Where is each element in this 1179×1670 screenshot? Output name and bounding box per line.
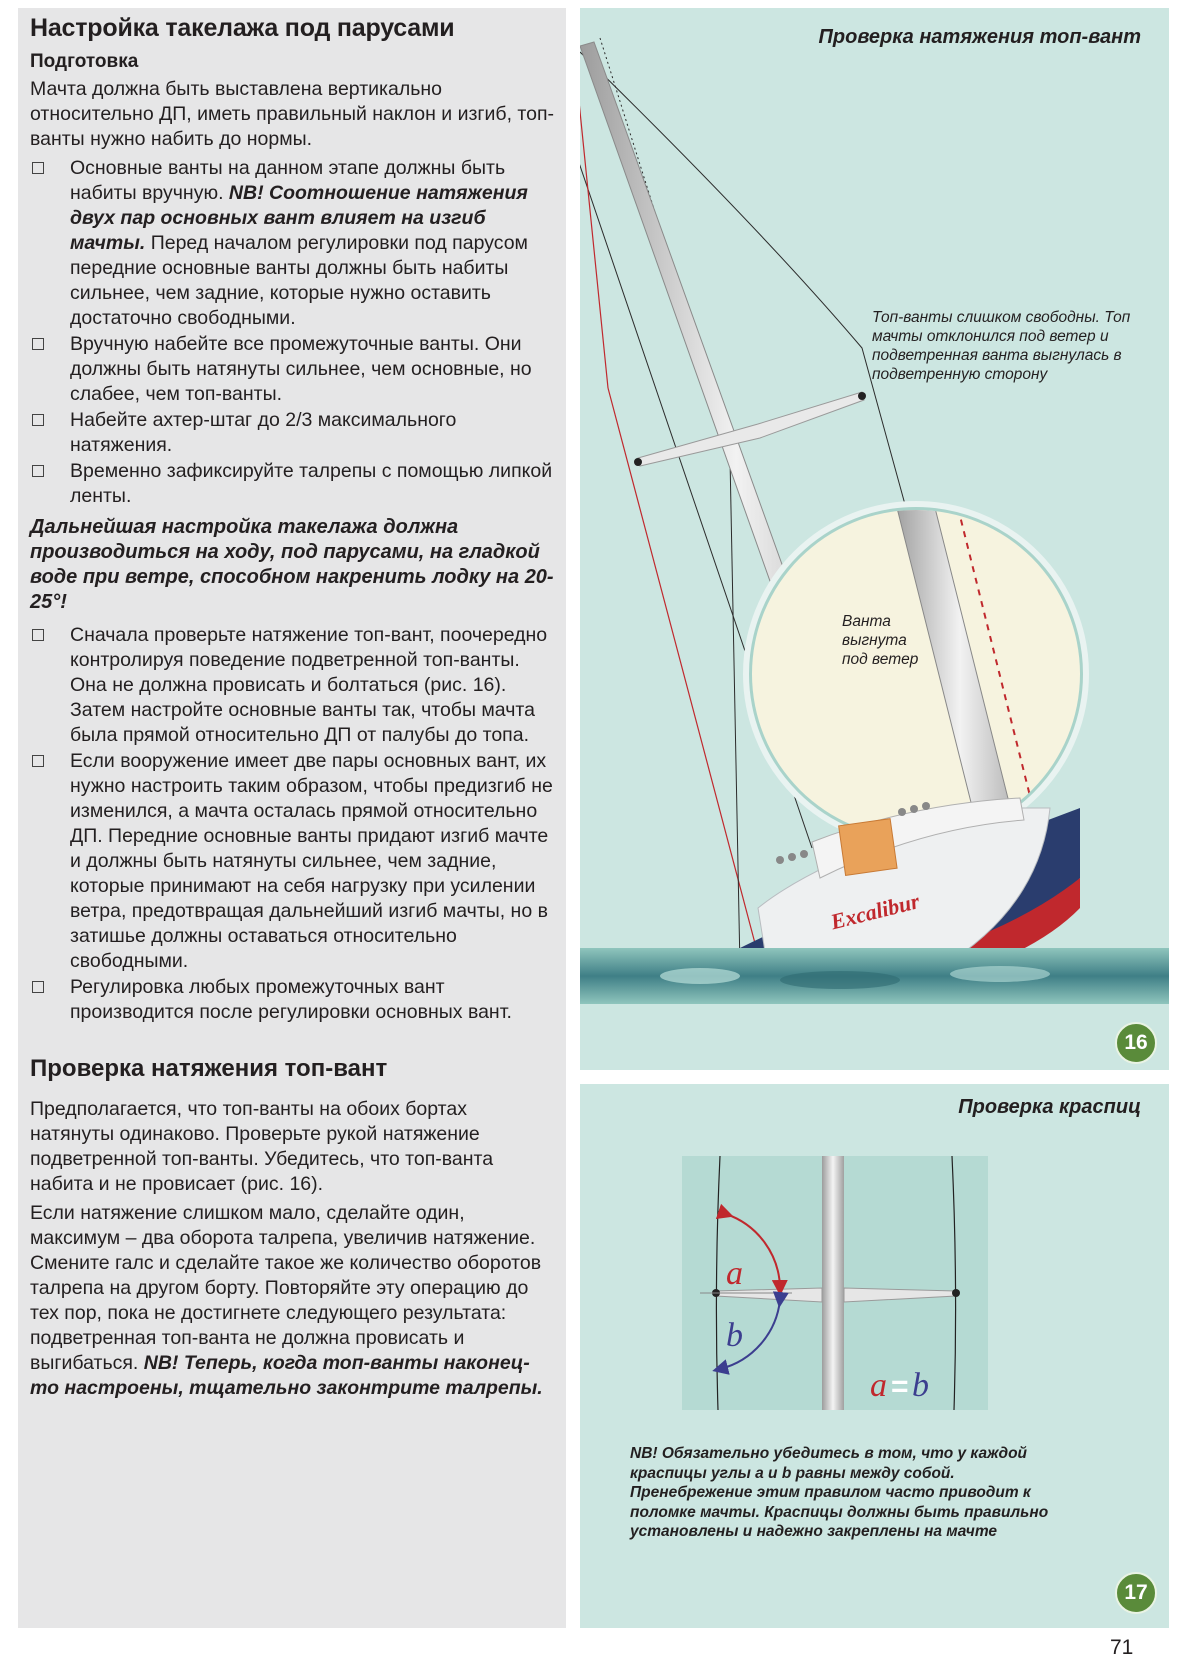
checkbox-icon <box>32 465 44 477</box>
checkbox-icon <box>32 981 44 993</box>
figure-16-illustration <box>580 8 1169 1070</box>
intermediate-shroud <box>730 458 740 968</box>
section-paragraph: Если натяжение слишком мало, сделайте один, максимум – два оборота талрепа, увеличив натяжение. Смените галс и сделайте такое же количество оборотов талрепа на другом борту. Повторяйте эту операцию до тех пор, пока не достигнете следующего результата: подветренная топ-ванта не должна провисать и выгибаться. NB! Теперь, когда топ-ванты наконец-то настроены, тщательно законтрите талрепы. <box>30 1202 543 1399</box>
list-item: Основные ванты на данном этапе должны быть набиты вручную. NB! Соотношение натяжения двух пар основных вант влияет на изгиб мачты. Перед началом регулировки под парусом передние основные ванты должны быть набиты сильнее, чем задние, которые нужно оставить достаточно свободными. <box>30 156 556 331</box>
section-title: Проверка натяжения топ-вант <box>30 1055 388 1082</box>
spreader-tip <box>858 392 866 400</box>
list-item: Сначала проверьте натяжение топ-вант, поочередно контролируя поведение подветренной топ-ванты. Она не должна провисать и болтаться (рис. 16). Затем настройте основные ванты так, чтобы мачта была прямой относительно ДП от палубы до топа. <box>30 623 556 748</box>
label-b: b <box>726 1317 743 1354</box>
checkbox-icon <box>32 629 44 641</box>
checkbox-icon <box>32 338 44 350</box>
left-text-column <box>18 8 566 1628</box>
figure-17-note: NB! Обязательно убедитесь в том, что у каждой краспицы углы a и b равны между собой. Пренебрежение этим правилом часто приводит к поломке мачты. Краспицы должны быть правильно установлены и надежно закреплены на мачте <box>630 1445 1049 1540</box>
zoom-label: Ванта выгнута под ветер <box>842 613 919 668</box>
checkbox-icon <box>32 162 44 174</box>
figure-16-number: 16 <box>1115 1022 1157 1064</box>
figure-16-caption: Топ-ванты слишком свободны. Топ мачты отклонился под ветер и подветренная ванта выгнулась в подветренную сторону <box>872 309 1131 383</box>
page-number: 71 <box>1110 1636 1134 1659</box>
figure-17-number: 17 <box>1115 1572 1157 1614</box>
checklist-under-sail <box>30 623 556 1025</box>
hatch <box>839 819 897 876</box>
prep-text: Мачта должна быть выставлена вертикально относительно ДП, иметь правильный наклон и изгиб, топ-ванты нужно набить до нормы. <box>30 78 555 150</box>
spreader-tip <box>634 458 642 466</box>
figure-16-panel <box>580 8 1169 1070</box>
figure-17-title: Проверка краспиц <box>958 1096 1141 1118</box>
checkbox-icon <box>32 755 44 767</box>
page-title: Настройка такелажа под парусами <box>30 14 455 42</box>
figure-17-illustration <box>580 1084 1169 1628</box>
equation-a: a <box>870 1367 887 1404</box>
boat-name: Excalibur <box>828 888 922 935</box>
equation-sign: = <box>891 1370 909 1403</box>
list-item: Временно зафиксируйте талрепы с помощью липкой ленты. <box>30 459 556 509</box>
spreader-diagram-mast <box>822 1156 844 1410</box>
list-item: Вручную набейте все промежуточные ванты. Они должны быть натянуты сильнее, чем основные, но слабее, чем топ-ванты. <box>30 332 556 407</box>
section-paragraph: Предполагается, что топ-ванты на обоих бортах натянуты одинаково. Проверьте рукой натяжение подветренной топ-ванты. Убедитесь, что топ-ванта набита и не провисает (рис. 16). <box>30 1098 494 1195</box>
list-item: Если вооружение имеет две пары основных вант, их нужно настроить таким образом, чтобы предизгиб не изменился, а мачта осталась прямой относительно ДП. Передние основные ванты придают изгиб мачте и должны быть натянуты сильнее, чем задние, которые принимают на себя нагрузку при усилении ветра, предотвращая дальнейший изгиб мачты, но в затишье должны оставаться относительно свободными. <box>30 749 556 974</box>
equation-b: b <box>912 1367 929 1404</box>
checkbox-icon <box>32 414 44 426</box>
spreader <box>638 392 864 466</box>
label-a: a <box>726 1255 743 1292</box>
list-item: Регулировка любых промежуточных вант производится после регулировки основных вант. <box>30 975 556 1025</box>
prep-heading: Подготовка <box>30 51 139 72</box>
lead-warning: Дальнейшая настройка такелажа должна производиться на ходу, под парусами, на гладкой воде при ветре, способном накренить лодку на 20-25°! <box>30 516 554 613</box>
checklist-preparation <box>30 156 556 509</box>
list-item: Набейте ахтер-штаг до 2/3 максимального натяжения. <box>30 408 556 458</box>
figure-17-panel <box>580 1084 1169 1628</box>
figure-16-title: Проверка натяжения топ-вант <box>818 26 1141 48</box>
